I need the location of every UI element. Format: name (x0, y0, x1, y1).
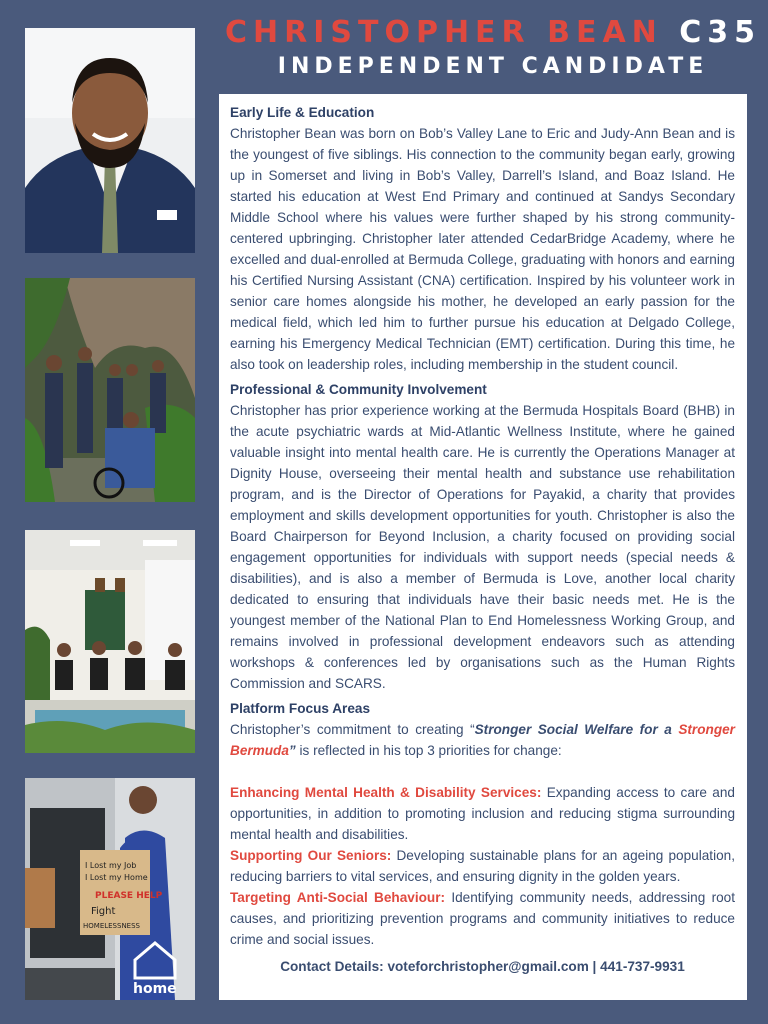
priority-item (230, 782, 735, 845)
professional-section (230, 380, 735, 694)
candidate-subtitle: INDEPENDENT CANDIDATE (277, 54, 709, 79)
svg-text:I Lost my Home: I Lost my Home (85, 873, 148, 882)
professional-body: Christopher has prior experience working at the Bermuda Hospitals Board (BHB) in the acute psychiatric wards at Mid-Atlantic Wellness Institute, where he gained valuable insight into mental health care. He is currently the Operations Manager at Dignity House, overseeing their mental health and substance use rehabilitation program, and is the Director of Operations for Payakid, a charity that provides employment and skills development opportunities for youth. Christopher is also the Board Chairperson for Beyond Inclusion, a charity focused on providing social engagement opportunities for individuals with support needs (special needs & disabilities), and is also a member of Bermuda is Love, another local charity dedicated to ensuring that individuals have their basic needs met. He is the youngest member of the National Plan to End Homelessness Working Group, and remains involved in professional development endeavors such as attending workshops & conferences led by organisations such as the Human Rights Commission and SCARS. (230, 403, 735, 691)
home-logo-text: home (133, 981, 177, 997)
candidate-code: C35 (679, 15, 761, 50)
header (219, 14, 767, 82)
candidate-name (219, 14, 767, 52)
panel-event-photo (25, 530, 195, 753)
priority-text: Expanding access to care and opportunities, in addition to promoting inclusion and reducing stigma surrounding mental health and disabilities. (230, 785, 735, 842)
group-photo (25, 278, 195, 502)
platform-intro-pre: Christopher’s commitment to creating “ (230, 722, 475, 737)
early-life-heading: Early Life & Education (230, 105, 375, 120)
priority-text: Developing sustainable plans for an ageing population, reducing barriers to vital services, and ensuring dignity in the golden years. (230, 848, 735, 884)
early-life-body: Christopher Bean was born on Bob’s Valley Lane to Eric and Judy-Ann Bean and is the youngest of five siblings. His connection to the community began early, growing up in Somerset and living in Bob’s Valley, Darrell’s Island, and Boaz Island. He started his education at West End Primary and continued at Sandys Secondary Middle School where his values were further shaped by his strong community-centered upbringing. Christopher later attended CedarBridge Academy, where he excelled and dual-enrolled at Bermuda College, graduating with honors and earning his Certified Nursing Assistant (CNA) certification. Inspired by his volunteer work in senior care homes alongside his mother, he developed an early passion for the medical field, which led him to further pursue his education at Delgado College, earning his Emergency Medical Technician (EMT) certification. During this time, he also took on leadership roles, including membership in the student council. (230, 126, 735, 372)
portrait-photo (25, 28, 195, 253)
candidate-name-text: CHRISTOPHER BEAN (225, 15, 663, 50)
platform-heading: Platform Focus Areas (230, 701, 371, 716)
svg-text:I Lost my Job: I Lost my Job (85, 861, 137, 870)
platform-section (230, 699, 735, 950)
content-panel (219, 94, 747, 1000)
early-life-section (230, 103, 735, 375)
platform-intro (230, 719, 735, 761)
slogan-part-c: ” (288, 743, 296, 758)
priority-label: Targeting Anti-Social Behaviour: (230, 890, 446, 905)
svg-text:PLEASE HELP: PLEASE HELP (95, 891, 163, 901)
platform-intro-post: is reflected in his top 3 priorities for change: (295, 743, 562, 758)
priority-item (230, 845, 735, 887)
professional-heading: Professional & Community Involvement (230, 382, 487, 397)
donation-photo (25, 778, 195, 1000)
contact-details: Contact Details: voteforchristopher@gmail.com | 441-737-9931 (280, 959, 685, 974)
slogan-part-b: Stronger Bermuda (230, 722, 735, 758)
svg-text:HOMELESSNESS: HOMELESSNESS (83, 922, 140, 930)
priority-label: Enhancing Mental Health & Disability Services: (230, 785, 542, 800)
svg-text:Fight: Fight (91, 906, 116, 917)
slogan-part-a: Stronger Social Welfare for a (474, 722, 679, 737)
priority-item (230, 887, 735, 950)
priority-text: Identifying community needs, addressing root causes, and prioritizing prevention programs and community initiatives to reduce crime and social issues. (230, 890, 735, 947)
priority-label: Supporting Our Seniors: (230, 848, 392, 863)
